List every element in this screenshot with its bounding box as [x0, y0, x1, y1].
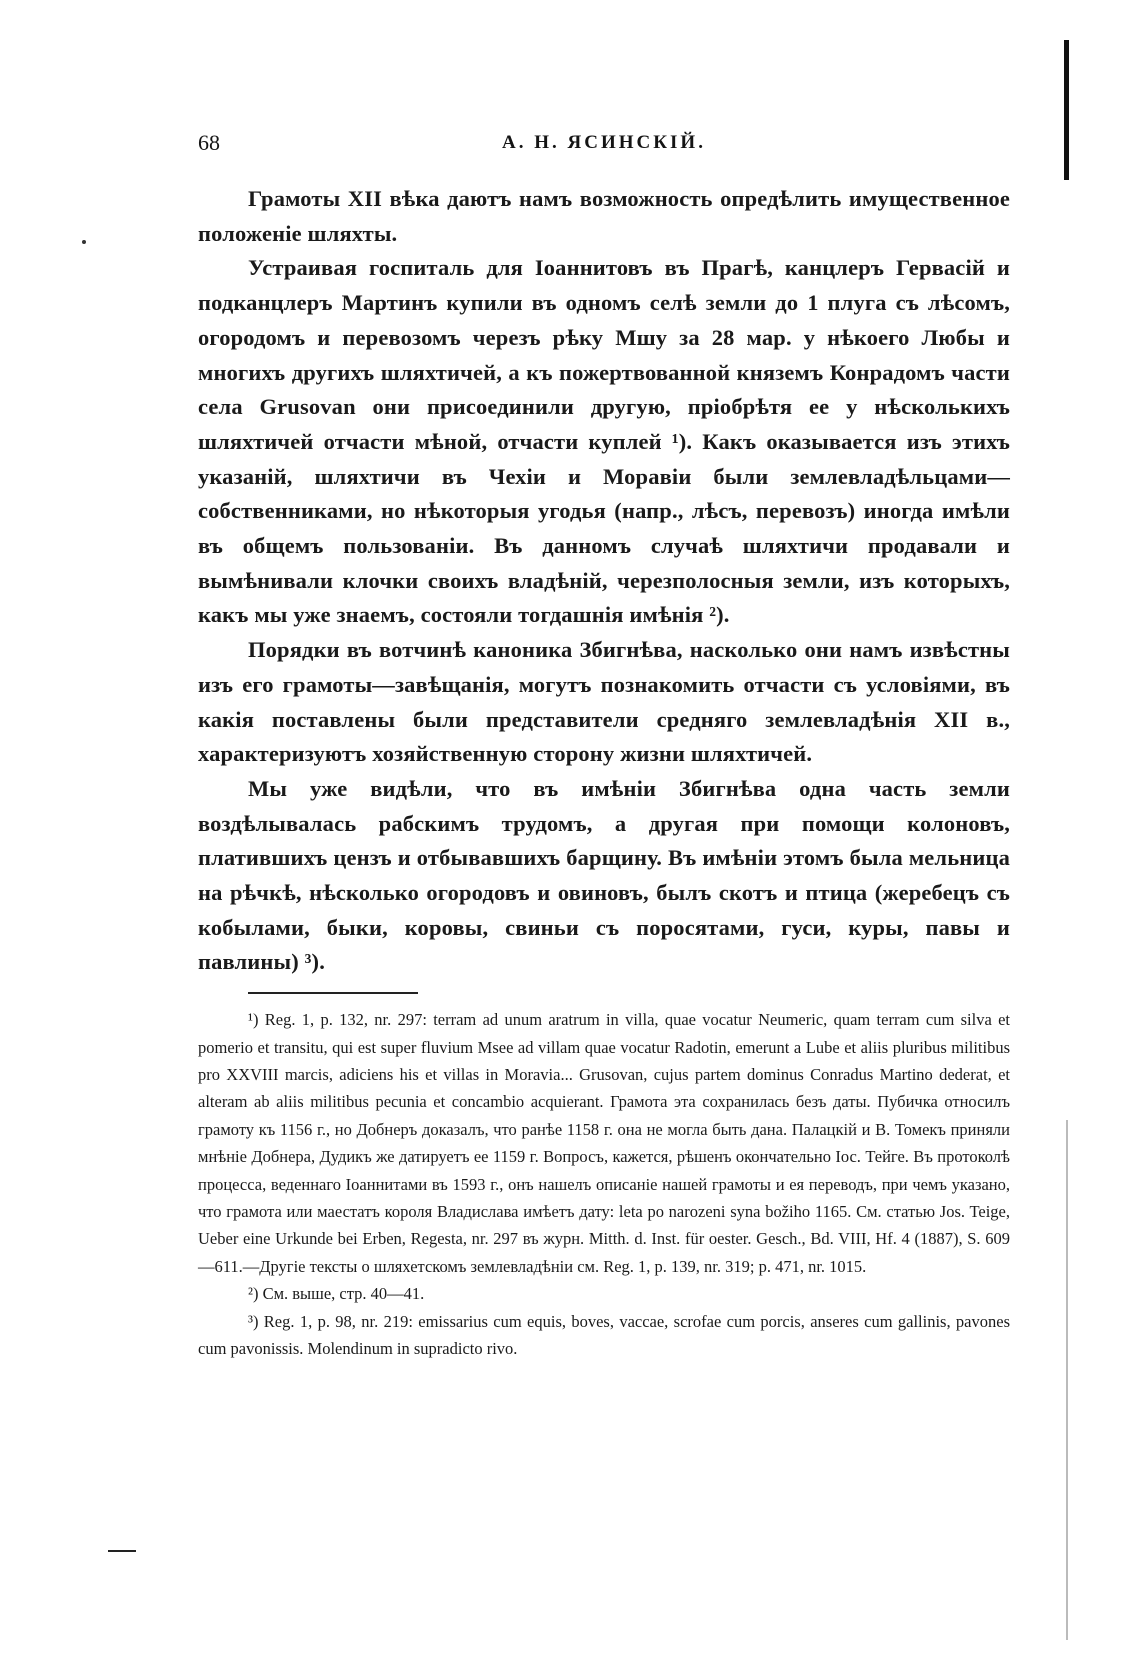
footnote-separator: [248, 992, 418, 994]
footnote: ¹) Reg. 1, p. 132, nr. 297: terram ad unum aratrum in villa, quae vocatur Neumeric, quam terram cum silva et pomerio et transitu, qui est super fluvium Msee ad villam quae vocatur Radotin, emerunt a Lube et aliis pluribus militibus pro XXVIII marcis, adiciens his et villas in Moravia... Grusovan, cujus partem dominus Conradus Martino dederat, et alteram ab aliis militibus pecunia et concambio acquierant. Грамота эта сохранилась безъ даты. Пубичка относилъ грамоту къ 1156 г., но Добнеръ доказалъ, что ранѣе 1158 г. она не могла быть дана. Палацкій и В. Томекъ приняли мнѣніе Добнера, Дудикъ же датируетъ ее 1159 г. Вопросъ, кажется, рѣшенъ окончательно Іос. Тейге. Въ протоколѣ процесса, веденнаго Іоаннитами въ 1593 г., онъ нашелъ описаніе нашей грамоты и ея переводъ, при чемъ указано, что грамота или маестатъ короля Владислава имѣетъ дату: leta po narozenі syna božiho 1165. См. статью Jos. Teige, Ueber eine Urkunde bei Erben, Regesta, nr. 297 въ журн. Mitth. d. Inst. für oester. Gesch., Bd. VIII, Hf. 4 (1887), S. 609—611.—Другіе тексты о шляхетскомъ землевладѣніи см. Reg. 1, p. 139, nr. 319; p. 471, nr. 1015.: [198, 1010, 1010, 1276]
scan-speck: [82, 240, 86, 244]
page-number: 68: [198, 130, 220, 155]
page-header: [198, 130, 1010, 164]
scan-margin-mark: [108, 1550, 136, 1552]
footnote: ²) См. выше, стр. 40—41.: [248, 1284, 425, 1304]
paragraph: Грамоты XII вѣка даютъ намъ возможность опредѣлить имущественное положеніе шляхты.: [198, 186, 1010, 246]
paragraph: Порядки въ вотчинѣ каноника Збигнѣва, насколько они намъ извѣстны изъ его грамоты—завѣщанія, могутъ познакомить отчасти съ условіями, въ какія поставлены были представители средняго землевладѣнія XII в., характеризуютъ хозяйственную сторону жизни шляхтичей.: [198, 637, 1010, 767]
footnote: ³) Reg. 1, p. 98, nr. 219: emissarius cum equis, boves, vaccae, scrofae cum porcis, anseres cum gallinis, pavones cum pavonissis. Molendinum in supradicto rivo.: [198, 1311, 1010, 1359]
book-page: [198, 130, 1010, 1362]
running-title: А. Н. ЯСИНСКІЙ.: [502, 132, 706, 153]
scan-edge-line: [1064, 40, 1069, 180]
paragraph: Мы уже видѣли, что въ имѣніи Збигнѣва одна часть земли воздѣлывалась рабскимъ трудомъ, а другая при помощи колоновъ, платившихъ цензъ и отбывавшихъ барщину. Въ имѣніи этомъ была мельница на рѣчкѣ, нѣсколько огородовъ и овиновъ, былъ скотъ и птица (жеребецъ съ кобылами, быки, коровы, свиньи съ поросятами, гуси, куры, павы и павлины) ³).: [198, 775, 1010, 975]
scan-edge-line-faint: [1066, 1120, 1068, 1640]
paragraph: Устраивая госпиталь для Іоаннитовъ въ Прагѣ, канцлеръ Гервасій и подканцлеръ Мартинъ купили въ одномъ селѣ земли до 1 плуга съ лѣсомъ, огородомъ и перевозомъ черезъ рѣку Мшу за 28 мар. у нѣкоего Любы и многихъ другихъ шляхтичей, а къ пожертвованной княземъ Конрадомъ части села Grusovan они присоединили другую, пріобрѣтя ее у нѣсколькихъ шляхтичей отчасти мѣной, отчасти куплей ¹). Какъ оказывается изъ этихъ указаній, шляхтичи въ Чехіи и Моравіи были землевладѣльцами—собственниками, но нѣкоторыя угодья (напр., лѣсъ, перевозъ) иногда имѣли въ общемъ пользованіи. Въ данномъ случаѣ шляхтичи продавали и вымѣнивали клочки своихъ владѣній, черезполосныя земли, изъ которыхъ, какъ мы уже знаемъ, состояли тогдашнія имѣнія ²).: [198, 255, 1010, 628]
